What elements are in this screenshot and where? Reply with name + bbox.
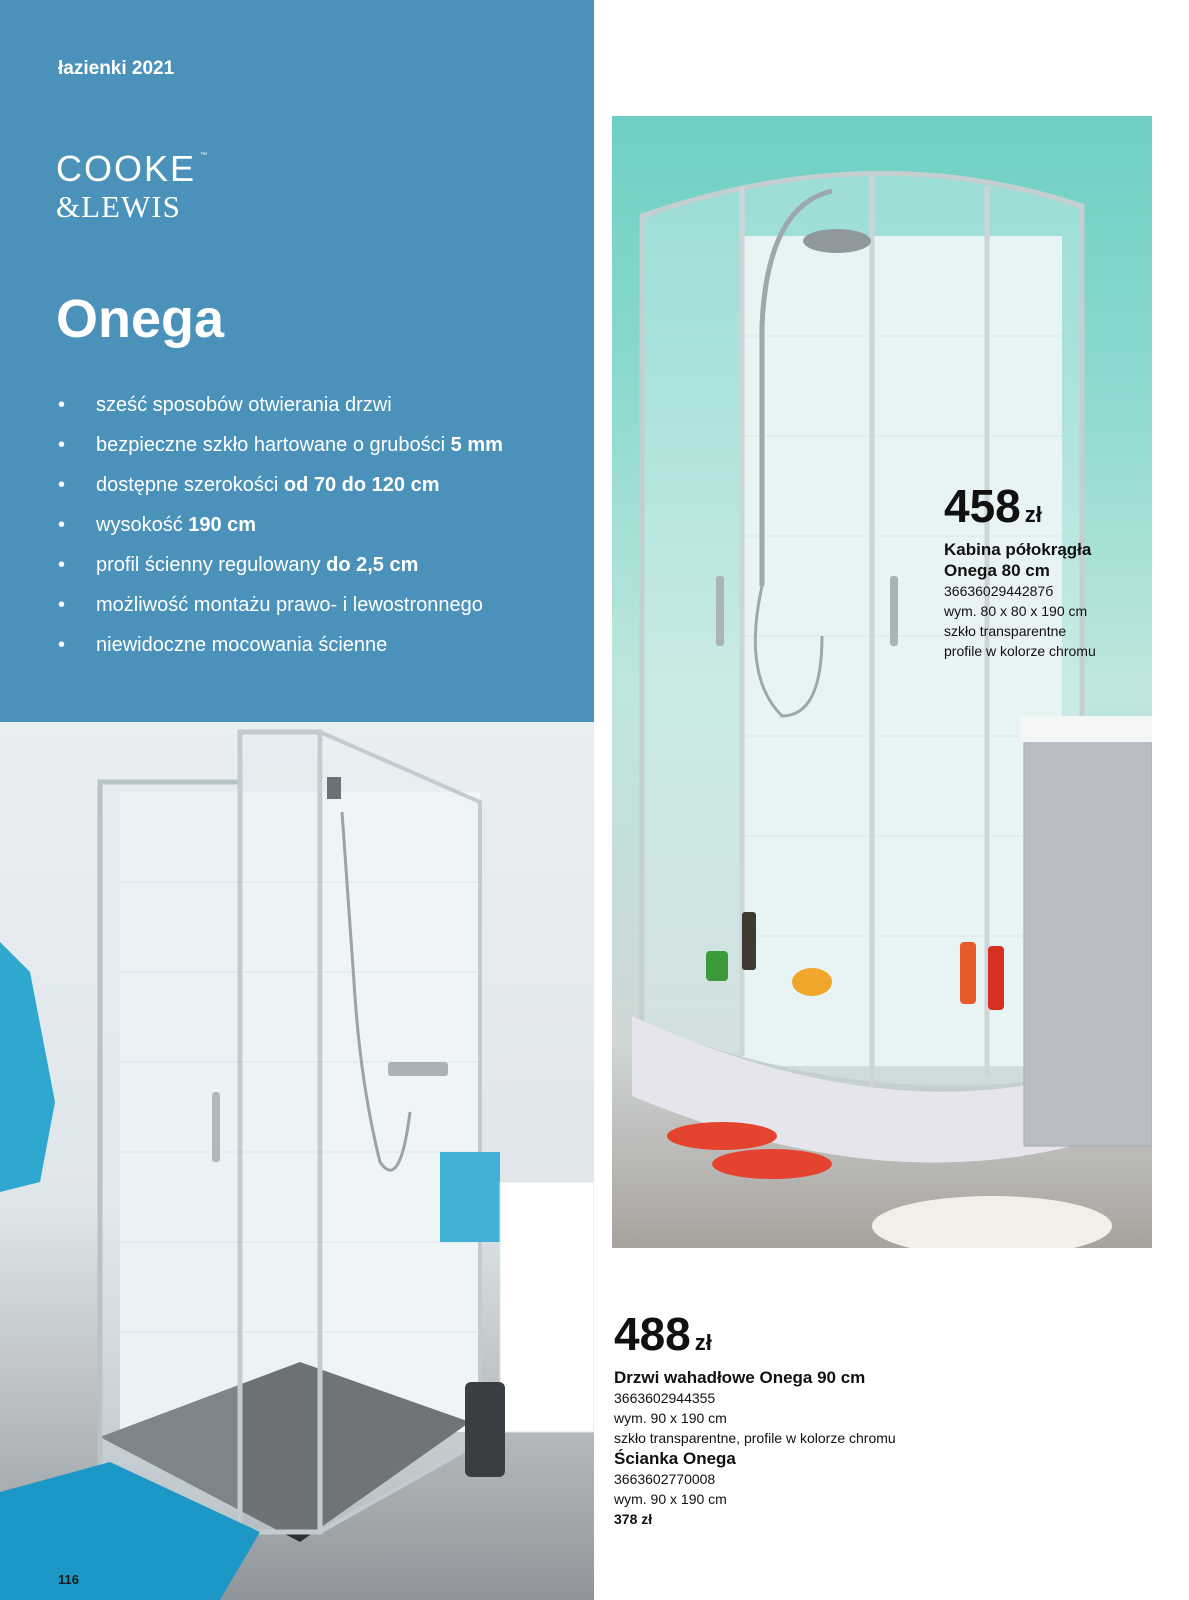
feature-emphasis: 190 cm [188, 514, 257, 536]
door-glass-profile: szkło transparentne, profile w kolorze chromu [614, 1430, 896, 1446]
feature-text: możliwość montażu prawo- i lewostronnego [96, 594, 483, 616]
feature-text: niewidoczne mocowania ścienne [96, 634, 388, 656]
cabin-code: 3663602944287б [944, 583, 1054, 599]
page-number: 116 [58, 1572, 79, 1587]
cabin-glass: szkło transparentne [944, 623, 1067, 639]
feature-item [56, 550, 576, 590]
bullet-icon: • [58, 474, 66, 496]
cabin-dimensions: wym. 80 x 80 x 190 cm [944, 603, 1088, 619]
brand-trademark: ™ [200, 152, 207, 159]
wall-name: Ścianka Onega [614, 1449, 736, 1468]
feature-item [56, 470, 576, 510]
bullet-icon: • [58, 434, 66, 456]
section-label: łazienki 2021 [58, 58, 175, 79]
bullet-icon: • [58, 394, 66, 416]
bullet-icon: • [58, 554, 66, 576]
feature-emphasis: do 2,5 cm [326, 554, 419, 576]
feature-item [56, 510, 576, 550]
product-title: Onega [56, 289, 225, 349]
wall-price: 378 zł [614, 1511, 653, 1527]
feature-list [56, 390, 576, 670]
door-code: 3663602944355 [614, 1390, 716, 1406]
cabin-name-line1: Kabina półokrągła [944, 540, 1092, 559]
door-price-currency: zł [694, 1330, 712, 1355]
bullet-icon: • [58, 634, 66, 656]
bullet-icon: • [58, 594, 66, 616]
brand-logo [56, 150, 216, 230]
cabin-name-line2: Onega 80 cm [944, 561, 1050, 580]
feature-text: sześć sposobów otwierania drzwi [96, 394, 392, 416]
door-price-value: 488 [614, 1308, 691, 1360]
feature-text: dostępne szerokości [96, 474, 284, 496]
door-dimensions: wym. 90 x 190 cm [614, 1410, 727, 1426]
info-panel [0, 0, 594, 722]
feature-emphasis: od 70 do 120 cm [283, 474, 440, 496]
feature-text: wysokość [96, 514, 189, 536]
feature-text: bezpieczne szkło hartowane o grubości [96, 434, 451, 456]
cabin-price [944, 482, 1154, 539]
brand-logo-line1: COOKE [56, 148, 197, 189]
feature-item [56, 590, 576, 630]
cabin-price-currency: zł [1024, 502, 1042, 527]
door-price [614, 1310, 1034, 1367]
bullet-icon: • [58, 514, 66, 536]
feature-item [56, 390, 576, 430]
wall-code: 3663602770008 [614, 1471, 716, 1487]
feature-text: profil ścienny regulowany [96, 554, 327, 576]
cabin-profile: profile w kolorze chromu [944, 643, 1096, 659]
brand-logo-line2: &LEWIS [56, 189, 181, 224]
feature-item [56, 630, 576, 670]
shower-cabin-photo [612, 116, 1152, 1248]
cabin-offer [944, 482, 1154, 661]
wall-dimensions: wym. 90 x 190 cm [614, 1491, 727, 1507]
cabin-price-value: 458 [944, 480, 1021, 532]
feature-emphasis: 5 mm [450, 434, 503, 456]
shower-door-illustration [0, 722, 594, 1600]
door-name: Drzwi wahadłowe Onega 90 cm [614, 1368, 866, 1387]
door-offer [614, 1310, 1034, 1529]
shower-cabin-illustration [612, 116, 1152, 1248]
shower-door-photo [0, 722, 594, 1600]
feature-item [56, 430, 576, 470]
